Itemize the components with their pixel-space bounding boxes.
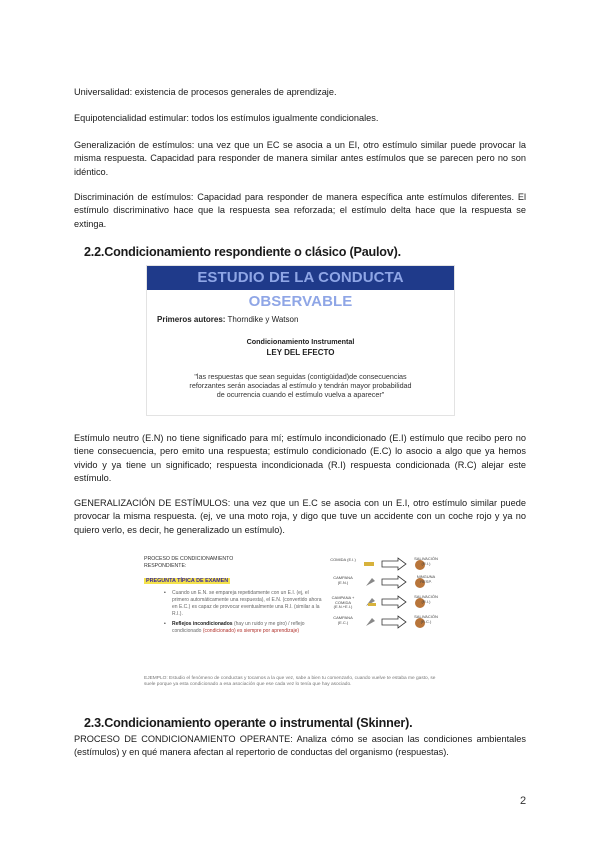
heading-condicionamiento-operante: 2.3.Condicionamiento operante o instrumental (Skinner). <box>84 716 413 730</box>
slide-subtitle: Condicionamiento Instrumental <box>246 337 355 346</box>
paragraph-equipotencialidad: Equipotencialidad estimular: todos los estímulos igualmente condicionales. <box>74 113 379 123</box>
paragraph-discriminacion: Discriminación de estímulos: Capacidad para responder de manera específica ante estímulos diferentes. El estímulo discriminativo hace que la respuesta sea reforzada; el estímulo delta hace que la respuesta se extinga. <box>74 192 526 229</box>
slide-image-proceso-respondiente <box>140 552 440 698</box>
diagram-input: COMIDA (E.I.) <box>330 557 356 562</box>
slide2-bullet-em: Reflejos incondicionados <box>172 621 233 627</box>
slide-law: LEY DEL EFECTO <box>266 348 335 357</box>
heading-condicionamiento-clasico: 2.2.Condicionamiento respondiente o clásico (Paulov). <box>84 245 401 259</box>
slide-authors <box>157 315 298 324</box>
diagram-input: CAMPANA (E.N.) <box>333 575 353 585</box>
paragraph-proceso-operante: PROCESO DE CONDICIONAMIENTO OPERANTE: Analiza cómo se asocian las condiciones ambientales (estímulos) y en qué manera afectan al repertorio de conductas del organismo (respuestas). <box>74 734 526 758</box>
slide2-title-line1: PROCESO DE CONDICIONAMIENTO <box>144 556 234 562</box>
paragraph-generalizacion: Generalización de estímulos: una vez que un EC se asocia a un EI, otro estímulo similar puede provocar la misma respuesta. Capacidad para responder de manera similar antes estímulos que se parecen pero no son idéntico. <box>74 140 526 177</box>
diagram-row <box>328 574 440 590</box>
slide2-bullet-rest: (hay un ruido y me giro) / reflejo condicionado <box>172 621 305 634</box>
paragraph-generalizacion-estimulos: GENERALIZACIÓN DE ESTÍMULOS: una vez que un E.C se asocia con un E.I, otro estímulo similar puede provocar la misma respuesta. (ej, ve una moto roja, y digo que tuve un accidente con un coche rojo y ya no quiero verlo, es decir, he generalizado un estímulo). <box>74 498 526 535</box>
slide-authors-label: Primeros autores: <box>157 315 226 324</box>
paragraph-universalidad: Universalidad: existencia de procesos generales de aprendizaje. <box>74 87 337 97</box>
slide2-highlight: PREGUNTA TÍPICA DE EXAMEN <box>146 578 229 584</box>
slide2-bullet <box>164 621 324 635</box>
slide2-bullets <box>164 590 324 638</box>
slide-banner: ESTUDIO DE LA CONDUCTA OBSERVABLE <box>147 266 454 290</box>
diagram-row <box>328 594 440 610</box>
slide2-bullet-tail: (condicionado) es siempre por aprendizaje) <box>202 628 300 634</box>
slide2-title-line2: RESPONDIENTE: <box>144 563 187 569</box>
slide-quote: "las respuestas que sean seguidas (contigüidad)de consecuencias reforzantes serán asociadas al estímulo y tendrán mayor probabilidad de ocurrencia cuando el estímulo vuelva a aparecer" <box>189 372 412 400</box>
page-number: 2 <box>520 795 527 807</box>
slide2-ejemplo: EJEMPLO: Estudio el fenómeno de conductas y tocamos a la que vez, sabe a bien tu comenzarlo, cuando vuelve te estaba me gasto, se suele porque ya esta condicionado a esa asociación que ese cada vez lo tenía que hay asociado. <box>144 676 436 688</box>
slide2-bullet: • Cuando un E.N. se empareja repetidamente con un E.I. (ej, el primero automáticamente una respuesta), el E.N. (convertido ahora en E.C.) es capaz de provocar eventualmente una R.I. (similar a la R.I.). <box>164 590 324 618</box>
diagram-input: CAMPANA + COMIDA (E.N.+E.I.) <box>331 595 355 610</box>
diagram-output: SALIVACIÓN (R.I.) <box>414 556 438 566</box>
diagram-output: SALIVACIÓN (R.C.) <box>414 614 438 624</box>
diagram-output: SALIVACIÓN (R.I.) <box>414 594 438 604</box>
paragraph-estimulos: Estímulo neutro (E.N) no tiene significado para mí; estímulo incondicionado (E.I) estímulo que recibo pero no tiene consecuencia, pero emito una respuesta; estímulo condicionado (E.C) lo asocio a algo que ya hemos vivido y ya tiene un significado; respuesta incondicionada (R.I) respuesta condicionada (R.C) alejar este estímulo. <box>74 433 526 484</box>
diagram-row <box>328 556 440 572</box>
diagram-input: CAMPANA (E.C.) <box>333 615 353 625</box>
slide-authors-names: Thorndike y Watson <box>227 315 299 324</box>
slide-image-ley-del-efecto <box>146 265 455 416</box>
diagram-row <box>328 614 440 630</box>
diagram-output: NINGUNA RESP. <box>416 574 436 584</box>
